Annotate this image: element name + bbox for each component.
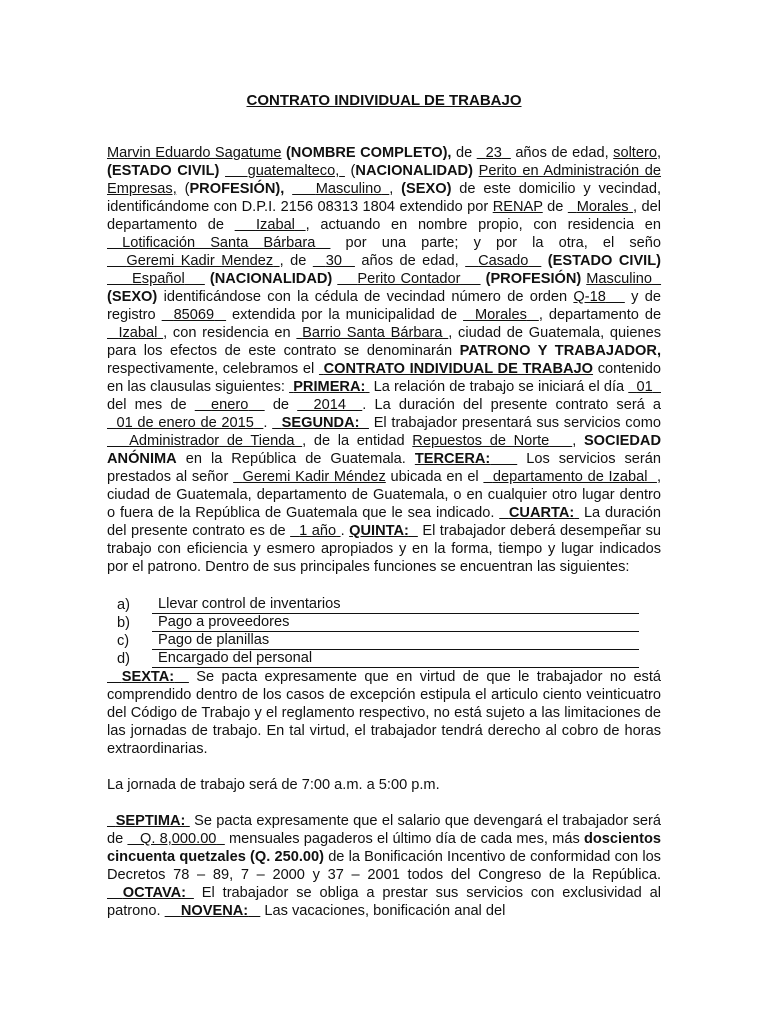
worker-civil-status: Casado [478, 253, 529, 269]
text: La duración del presente contrato es de [107, 505, 661, 539]
text: de [455, 145, 473, 161]
text: , de [279, 253, 307, 269]
text: El trabajador presentará sus servicios como [373, 415, 661, 431]
label-nationality: NACIONALIDAD) [355, 163, 473, 179]
text: . [263, 415, 268, 431]
text: años de edad, [361, 253, 459, 269]
text: del mes de [107, 397, 187, 413]
text: en la República de Guatemala. [185, 451, 406, 467]
label-contract: CONTRATO INDIVIDUAL DE TRABAJO [323, 361, 594, 377]
label-company-type: SOCIEDAD ANÓNIMA [107, 433, 661, 467]
list-letter: b) [117, 615, 130, 631]
text: ubicada en el [390, 469, 479, 485]
label-full-name: (NOMBRE COMPLETO), [285, 145, 452, 161]
text: , [572, 433, 577, 449]
employer-civil-status: soltero [613, 145, 657, 161]
text: , ciudad de Guatemala, departamento de Guatemala, o en cualquier otro lugar dentro o fuera de la República de Guatemala que le sea indicado. [107, 469, 662, 521]
clause-third-label: TERCERA: [414, 451, 491, 467]
worker-residence: Barrio Santa Bárbara [302, 325, 443, 341]
contract-body [107, 144, 661, 920]
text: de [272, 397, 290, 413]
start-day: 01 [636, 379, 653, 395]
label-sex: (SEXO) [107, 289, 158, 305]
text: . La duración del presente contrato será a [362, 397, 662, 413]
worker-order-number: Q-18 [573, 289, 606, 305]
list-item [107, 650, 661, 668]
text: El trabajador deberá desempeñar su trabajo con eficiencia y esmero apropiados y en la forma, tiempo y lugar indicados por el patrono. Dentro de sus principales funciones se encuentran las siguientes: [107, 523, 661, 575]
employer-profession: Perito en Administración de Empresas, [107, 163, 662, 197]
document-title: CONTRATO INDIVIDUAL DE TRABAJO [246, 92, 522, 109]
start-month: enero [211, 397, 249, 413]
text: , actuando en nombre propio, con residencia en [305, 217, 661, 233]
worker-name: Geremi Kadir Mendez [126, 253, 274, 269]
functions-list [107, 596, 661, 668]
function-text: Pago a proveedores [152, 614, 639, 632]
function-text: Encargado del personal [152, 650, 639, 668]
text: . [340, 523, 345, 539]
text: identificándose con la cédula de vecindad número de orden [163, 289, 568, 305]
text: , con residencia en [163, 325, 291, 341]
text: de [547, 199, 564, 215]
list-letter: d) [117, 651, 130, 667]
text: , departamento de [538, 307, 662, 323]
list-item [107, 596, 661, 614]
worker-department: Izabal [118, 325, 158, 341]
text: mensuales pagaderos el último día de cada mes, más [229, 831, 580, 847]
worker-sex: Masculino [586, 271, 652, 287]
clause-seventh-label: SEPTIMA: [115, 813, 186, 829]
text: de este domicilio y vecindad, identificándome con D.P.I. 2156 08313 1804 extendido por [107, 181, 661, 215]
clause-fifth-label: QUINTA: [349, 523, 409, 539]
text: Las vacaciones, bonificación anal del [264, 903, 506, 919]
list-item [107, 614, 661, 632]
text: , de la entidad [302, 433, 405, 449]
worker-municipality: Morales [474, 307, 527, 323]
text: años de edad, [515, 145, 609, 161]
employer-sex: Masculino [315, 181, 382, 197]
service-location: departamento de Izabal [492, 469, 648, 485]
bonus-amount: doscientos cincuenta quetzales (Q. 250.00) [107, 831, 661, 865]
paragraph-schedule: La jornada de trabajo será de 7:00 a.m. a 5:00 p.m. [107, 777, 440, 793]
label-civil-status: (ESTADO CIVIL) [107, 163, 220, 179]
text: contenido en las clausulas siguientes: [107, 361, 661, 395]
text: , ciudad de Guatemala, quienes para los efectos de este contrato se denominarán [107, 325, 662, 359]
label-sex: (SEXO) [401, 181, 452, 197]
clause-eighth-label: OCTAVA: [122, 885, 186, 901]
text: La relación de trabajo se iniciará el día [373, 379, 625, 395]
label-nationality: (NACIONALIDAD) [209, 271, 333, 287]
text: respectivamente, celebramos el [107, 361, 315, 377]
clause-ninth-label: NOVENA: [180, 903, 249, 919]
label-profession: (PROFESIÓN) [485, 271, 582, 287]
salary: Q. 8,000.00 [140, 831, 217, 847]
list-item [107, 632, 661, 650]
list-letter: a) [117, 597, 130, 613]
text: Se pacta expresamente que en virtud de que le trabajador no está comprendido dentro de los casos de excepción estipula el articulo ciento veinticuatro del Código de Trabajo y el reglamento respectivo, no está sujeto a las limitaciones de las jornadas de trabajo. En tal virtud, el trabajador tendrá derecho al cobro de horas extraordinarias. [107, 669, 662, 757]
job-title: Administrador de Tienda [129, 433, 295, 449]
employer-department: Izabal [255, 217, 295, 233]
list-letter: c) [117, 633, 130, 649]
employer-residence: Lotificación Santa Bárbara [122, 235, 316, 251]
paragraph-seventh [107, 812, 661, 920]
employer-name: Marvin Eduardo Sagatume [107, 145, 282, 161]
clause-sixth-label: SEXTA: [121, 669, 175, 685]
function-text: Pago de planillas [152, 632, 639, 650]
worker-profession: Perito Contador [357, 271, 461, 287]
worker-nationality: Español [132, 271, 185, 287]
employer-nationality: guatemalteco, [247, 163, 340, 179]
entity-name: Repuestos de Norte [412, 433, 550, 449]
employer-age: 23 [485, 145, 502, 161]
text: El trabajador se obliga a prestar sus servicios con exclusividad al patrono. [107, 885, 662, 919]
clause-fourth-label: CUARTA: [508, 505, 575, 521]
text: y de registro [107, 289, 662, 323]
text: por una parte; y por la otra, el seño [345, 235, 661, 251]
text: Se pacta expresamente que el salario que devengará el trabajador será de [107, 813, 662, 847]
label-profession: PROFESIÓN), [189, 181, 285, 197]
paragraph-sixth [107, 668, 661, 758]
worker-age: 30 [325, 253, 342, 269]
function-text: Llevar control de inventarios [152, 596, 639, 614]
end-date: 01 de enero de 2015 [116, 415, 254, 431]
label-civil-status: (ESTADO CIVIL) [547, 253, 662, 269]
worker-registry: 85069 [173, 307, 215, 323]
clause-first-label: PRIMERA: [293, 379, 366, 395]
employer-municipality: Morales [576, 199, 629, 215]
issuer: RENAP [492, 199, 543, 215]
text: extendida por la municipalidad de [232, 307, 458, 323]
text: de la Bonificación Incentivo de conformidad con los Decretos 78 – 89, 7 – 2000 y 37 – 2001 todos del Congreso de la República. [107, 849, 661, 883]
start-year: 2014 [313, 397, 346, 413]
text: , del departamento de [107, 199, 662, 233]
label-parties: PATRONO Y TRABAJADOR, [459, 343, 661, 359]
text: Los servicios serán prestados al señor [107, 451, 662, 485]
service-recipient: Geremi Kadir Méndez [242, 469, 386, 485]
clause-second-label: SEGUNDA: [281, 415, 360, 431]
paragraph-parties: Marvin Eduardo Sagatume (NOMBRE COMPLETO), de 23 años de edad, soltero, (ESTADO CIVIL) guatemalteco, (NACIONALIDAD) Perito en Administración de Empresas, (PROFESIÓN), Masculino , (SEXO) de este domicilio y vecindad, identificándome con D.P.I. 2156 08313 1804 extendido por RENAP de Morales , del departamento de Izabal , actuando en nombre propio, con residencia en Lotificación Santa Bárbara por una parte; y por la otra, el seño Geremi Kadir Mendez , de 30 años de edad, Casado (ESTADO CIVIL) Español (NACIONALIDAD) Perito Contador (PROFESIÓN) Masculino (SEXO) identificándose con la cédula de vecindad número de orden Q-18 y de registro 85069 extendida por la municipalidad de Morales , departamento de Izabal , con residencia en Barrio Santa Bárbara , ciudad de Guatemala, quienes para los efectos de este contrato se denominarán PATRONO Y TRABAJADOR, respectivamente, celebramos el CONTRATO INDIVIDUAL DE TRABAJO contenido en las clausulas siguientes: PRIMERA: La relación de trabajo se iniciará el día 01 del mes de enero de 2014 . La duración del presente contrato será a 01 de enero de 2015 . SEGUNDA: El trabajador presentará sus servicios como Administrador de Tienda , de la entidad Repuestos de Norte , SOCIEDAD ANÓNIMA en la República de Guatemala. TERCERA: Los servicios serán prestados al señor Geremi Kadir Méndez ubicada en el departamento de Izabal , ciudad de Guatemala, departamento de Guatemala, o en cualquier otro lugar dentro o fuera de la República de Guatemala que le sea indicado. CUARTA: La duración del presente contrato es de 1 año . QUINTA: El trabajador deberá desempeñar su trabajo con eficiencia y esmero apropiados y en la forma, tiempo y lugar indicados por el patrono. Dentro de sus principales funciones se encuentran las siguientes: [107, 145, 662, 575]
contract-duration: 1 año [299, 523, 337, 539]
